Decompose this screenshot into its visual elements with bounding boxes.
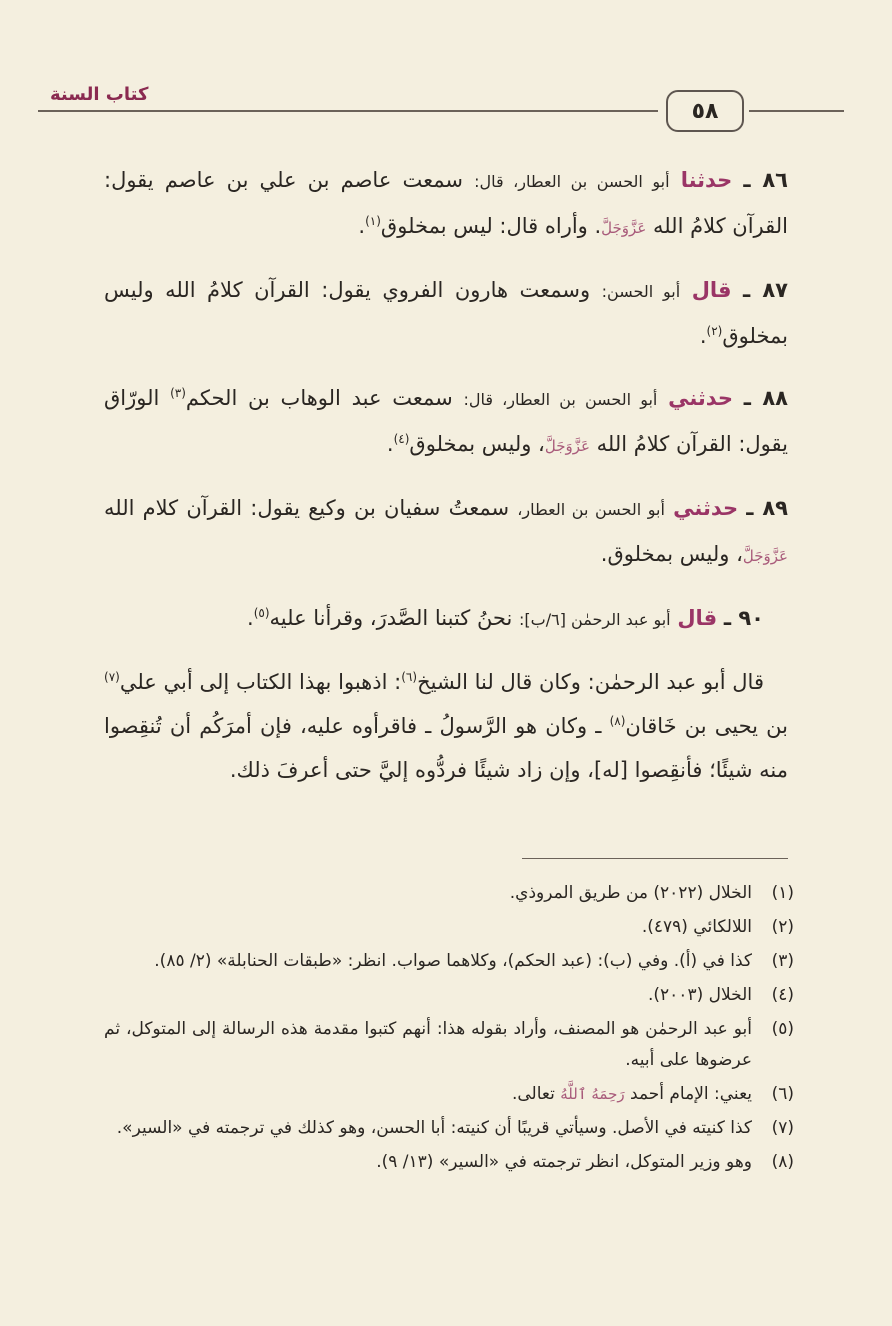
footnote-item: (٨) وهو وزير المتوكل، انظر ترجمته في «السير» (١٣/ ٩). (376, 1152, 794, 1172)
footnotes (104, 878, 794, 1181)
main-text (104, 158, 788, 810)
footnote-divider (522, 858, 788, 859)
footnote-item: (١) الخلال (٢٠٢٢) من طريق المروذي. (509, 883, 794, 903)
footnote-ref[interactable]: (٥) (253, 606, 270, 620)
entry-86: ٨٦ ـ حدثنا أبو الحسن بن العطار، قال: سمعت عاصم بن علي بن عاصم يقول: القرآن كلامُ الله عَزَّوَجَلَّ. وأراه قال: ليس بمخلوق$^{(١)}$. (104, 168, 788, 238)
footnote-ref[interactable]: (٣) (170, 386, 186, 400)
entry-90: ٩٠ ـ قال أبو عبد الرحمٰن [٦/ب]: نحنُ كتبنا الصَّدرَ، وقرأنا عليه$^{(٥)}$. (247, 606, 764, 630)
narration-keyword: حدثني (673, 496, 739, 520)
footnote-item: (٦) يعني: الإمام أحمد رَحِمَهُ ٱللَّهُ تعالى. (511, 1084, 794, 1104)
footnote-item: (٧) كذا كنيته في الأصل. وسيأتي قريبًا أن كنيته: أبا الحسن، وهو كذلك في ترجمته في «السير». (116, 1118, 794, 1138)
page-header (38, 84, 844, 132)
closing-paragraph: قال أبو عبد الرحمٰن: وكان قال لنا الشيخ$^{(٦)}$: اذهبوا بهذا الكتاب إلى أبي علي$^{(٧)}$ بن يحيى بن خَاقان$^{(٨)}$ ـ وكان هو الرَّسولُ ـ فاقرأوه عليه، فإن أمرَكُم أن تُنقِصوا منه شيئًا؛ فأنقِصوا [له]، وإن زاد شيئًا فردُّوه إليَّ حتى أعرفَ ذلك. (104, 670, 788, 782)
footnote-ref[interactable]: (١) (365, 214, 381, 228)
honorific-glyph: رَحِمَهُ ٱللَّهُ (560, 1085, 625, 1103)
footnote-item: (٢) اللالكائي (٤٧٩). (641, 917, 794, 937)
entry-87: ٨٧ ـ قال أبو الحسن: وسمعت هارون الفروي يقول: القرآن كلامُ الله وليس بمخلوق$^{(٢)}$. (104, 278, 788, 348)
entry-89: ٨٩ ـ حدثني أبو الحسن بن العطار، سمعتُ سفيان بن وكيع يقول: القرآن كلام الله عَزَّوَجَلَّ، وليس بمخلوق. (104, 496, 788, 566)
page-number: ٥٨ (666, 90, 744, 132)
narration-keyword: قال (677, 606, 718, 630)
honorific-glyph: عَزَّوَجَلَّ (742, 547, 788, 565)
footnote-ref[interactable]: (٦) (401, 670, 418, 684)
header-rule-right (749, 110, 844, 112)
narration-keyword: حدثني (668, 386, 734, 410)
entry-88: ٨٨ ـ حدثني أبو الحسن بن العطار، قال: سمعت عبد الوهاب بن الحكم$^{(٣)}$ الورّاق يقول: القرآن كلامُ الله عَزَّوَجَلَّ، وليس بمخلوق$^{(٤)}$. (104, 386, 788, 456)
header-rule-left (38, 110, 658, 112)
footnote-item: (٣) كذا في (أ). وفي (ب): (عبد الحكم)، وكلاهما صواب. انظر: «طبقات الحنابلة» (٢/ ٨٥). (154, 951, 794, 971)
footnote-ref[interactable]: (٤) (393, 432, 410, 446)
footnote-ref[interactable]: (٨) (609, 714, 626, 728)
narration-keyword: قال (691, 278, 732, 302)
footnote-ref[interactable]: (٢) (706, 324, 723, 338)
footnote-item: (٤) الخلال (٢٠٠٣). (648, 985, 794, 1005)
narration-keyword: حدثنا (680, 168, 733, 192)
honorific-glyph: عَزَّوَجَلَّ (601, 219, 647, 237)
book-title: كتاب السنة (46, 84, 152, 105)
honorific-glyph: عَزَّوَجَلَّ (544, 437, 590, 455)
footnote-item: (٥) أبو عبد الرحمٰن هو المصنف، وأراد بقوله هذا: أنهم كتبوا مقدمة هذه الرسالة إلى المتوكل، ثم عرضوها على أبيه. (104, 1019, 794, 1070)
footnote-ref[interactable]: (٧) (104, 670, 120, 684)
